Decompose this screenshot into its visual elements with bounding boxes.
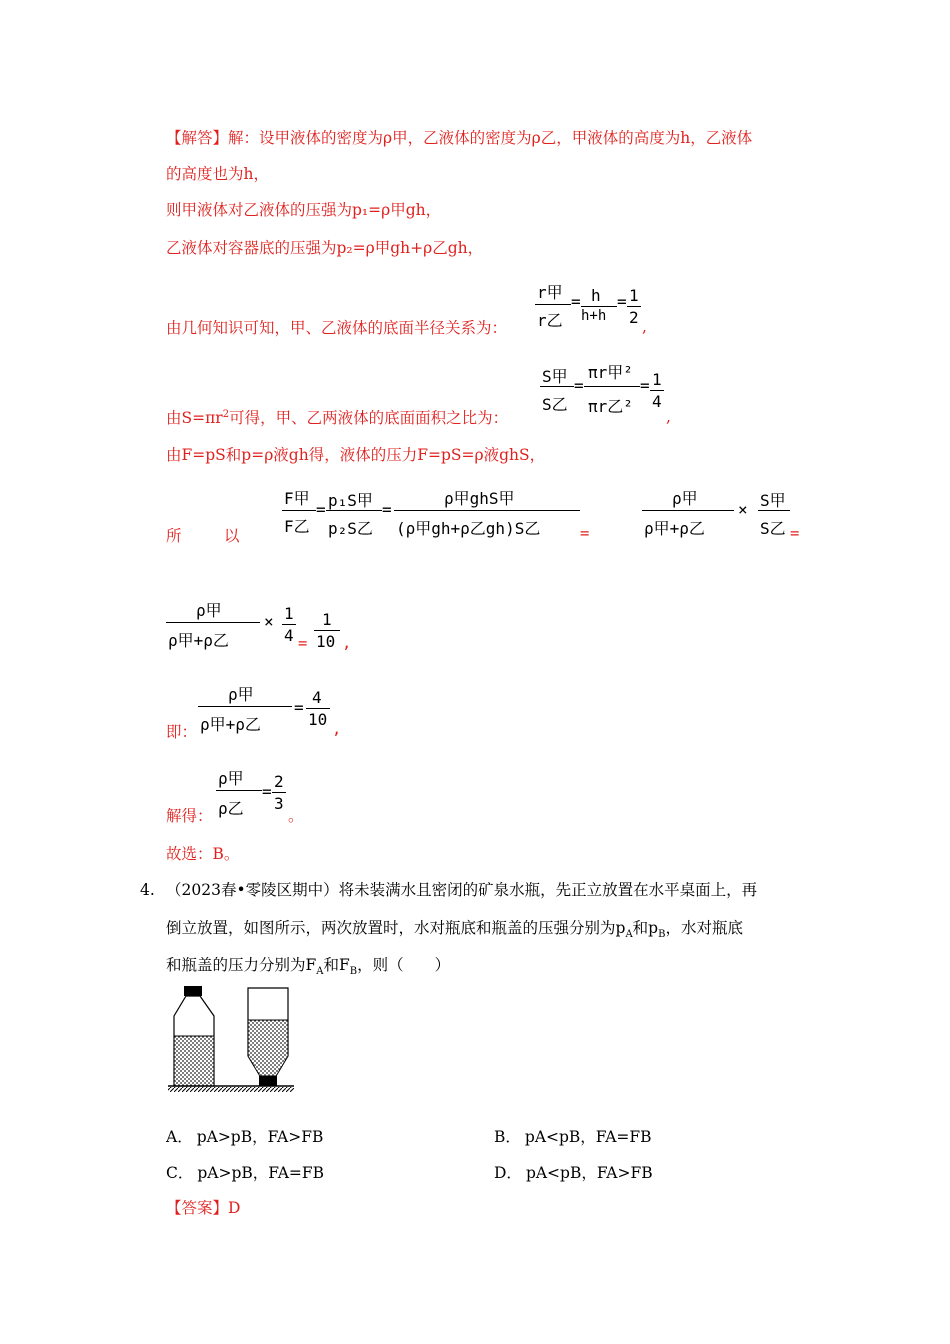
option-a[interactable]: A． pA>pB，FA>FB [166,1128,324,1146]
f-ratio-d2: p₂S乙 [328,519,373,538]
s-ratio-formula: S甲 S乙 = πr甲² πr乙² = 1 4 [538,358,668,422]
s-ratio-d1: S乙 [542,395,568,414]
inverted-bottle [248,988,288,1086]
ans-ratio-d1: ρ乙 [218,799,244,818]
ji-ratio-formula: ρ甲 ρ甲+ρ乙 = 4 10 , [198,682,348,742]
solution-line-3: 则甲液体对乙液体的压强为p₁=ρ甲gh， [166,201,442,219]
ji-ratio-d2: 10 [308,710,328,729]
question-number: 4. [140,881,155,899]
solution-line-6: 由$S=\pi r^2$可得，甲、乙两液体的底面面积之比为： [166,408,509,427]
solution-line-5: 由几何知识可知，甲、乙液体的底面半径关系为： [166,319,508,337]
f-ratio2-formula: ρ甲 ρ甲+ρ乙 × 1 4 = 1 10 , [166,596,356,656]
jiede-text: 解得： [166,807,213,825]
s-ratio-d2: πr乙² [588,397,633,416]
ji-ratio-n1: ρ甲 [228,685,254,704]
s-ratio-n2: πr甲² [588,363,633,382]
ans-ratio-n2: 2 [274,772,284,791]
choice-text: 故选：B。 [166,845,240,863]
answer-text: 【答案】D [166,1199,241,1217]
s-ratio-n1: S甲 [542,367,568,386]
s-ratio-d3: 4 [652,392,662,411]
f-ratio2-n1: ρ甲 [196,601,222,620]
f-ratio2-n3: 1 [322,610,332,629]
solution-line-4: 乙液体对容器底的压强为p₂=ρ甲gh+ρ乙gh， [166,239,484,257]
f-ratio-n1: F甲 [284,489,310,508]
r-ratio-n1: r甲 [537,283,563,302]
option-c[interactable]: C． pA>pB，FA=FB [166,1164,325,1182]
solution-line-7: 由F=pS和p=ρ液gh得，液体的压力F=pS=ρ液ghS， [166,446,546,464]
solution-line-2: 的高度也为h， [166,165,269,183]
f-ratio-n5: S甲 [760,491,786,510]
yi-text: 以 [224,527,240,545]
question-line-3: 和瓶盖的压力分别为$F_A$和$F_B$，则（ ） [166,956,451,978]
s-ratio-n3: 1 [652,370,662,389]
ji-ratio-d1: ρ甲+ρ乙 [200,715,261,734]
f-ratio-n2: p₁S甲 [328,491,373,510]
suo-text: 所 [166,527,182,545]
option-d[interactable]: D． pA<pB，FA>FB [494,1164,653,1182]
r-ratio-n3: 1 [629,286,639,305]
ji-text: 即： [166,723,198,741]
option-b[interactable]: B． pA<pB，FA=FB [494,1128,652,1146]
f-ratio-d4: ρ甲+ρ乙 [644,519,705,538]
r-ratio-formula: r甲 r乙 = h h+h = 1 2 [533,280,653,330]
f-ratio2-d3: 10 [316,632,336,651]
f-ratio-formula: F甲 F乙 = p₁S甲 p₂S乙 = ρ甲ghS甲 (ρ甲gh+ρ乙gh)S乙 = ρ甲 ρ甲+ρ乙 × S甲 S乙 = [280,484,810,544]
f-ratio2-n2: 1 [284,604,294,623]
f-ratio-n3: ρ甲ghS甲 [444,489,515,508]
r-ratio-d2: h+h [581,308,607,324]
r-ratio-n2: h [591,286,601,305]
ji-ratio-n2: 4 [312,688,322,707]
question-line-2: 倒立放置，如图所示，两次放置时，水对瓶底和瓶盖的压强分别为$p_A$和$p_B$，水对瓶底 [166,919,743,941]
ans-ratio-d2: 3 [274,794,284,813]
f-ratio-d1: F乙 [284,517,310,536]
f-ratio-d5: S乙 [760,519,786,538]
solution-line-1: 【解答】解：设甲液体的密度为ρ甲，乙液体的密度为ρ乙，甲液体的高度为h，乙液体 [166,129,753,147]
f-ratio2-d1: ρ甲+ρ乙 [168,631,229,650]
ans-ratio-formula: ρ甲 ρ乙 = 2 3 。 [214,766,304,826]
f-ratio-n4: ρ甲 [672,489,698,508]
f-ratio-d3: (ρ甲gh+ρ乙gh)S乙 [396,519,541,538]
r-ratio-d1: r乙 [537,311,563,330]
f-ratio2-d2: 4 [284,626,294,645]
upright-bottle [174,986,214,1086]
r-ratio-d3: 2 [629,308,639,327]
question-line-1: （2023春•零陵区期中）将未装满水且密闭的矿泉水瓶，先正立放置在水平桌面上，再 [166,881,758,899]
bottle-figure [166,984,296,1094]
ans-ratio-n1: ρ甲 [218,769,244,788]
